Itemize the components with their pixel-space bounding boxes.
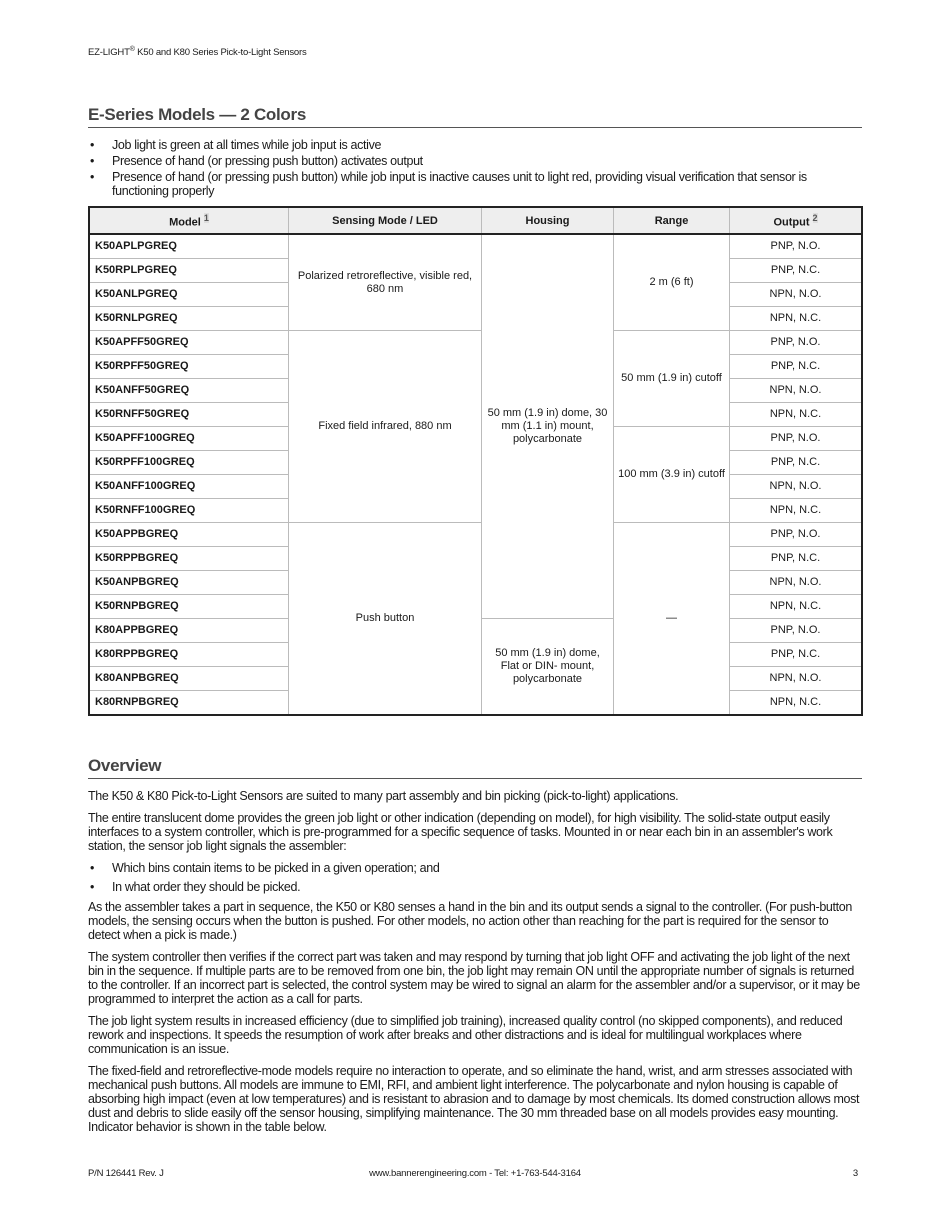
output-cell: NPN, N.C.	[730, 307, 863, 331]
sensing-cell: Fixed field infrared, 880 nm	[289, 331, 482, 523]
model-cell: K50RNPBGREQ	[89, 595, 289, 619]
sensing-cell: Polarized retroreflective, visible red, 680 nm	[289, 234, 482, 331]
output-cell: PNP, N.C.	[730, 547, 863, 571]
table-row	[89, 234, 862, 259]
footnote-ref[interactable]: 2	[812, 212, 818, 223]
paragraph: The entire translucent dome provides the green job light or other indication (depending on model), for high visibility. The solid-state output easily interfaces to a system controller, which is pre-programmed for a specific sequence of tasks. Mounted in or near each bin in an assembler's work station, the sensor job light signals the assembler:	[88, 811, 833, 853]
bullet: • Which bins contain items to be picked in a given operation; and	[112, 861, 862, 875]
range-cell: 100 mm (3.9 in) cutoff	[614, 427, 730, 523]
housing-cell: 50 mm (1.9 in) dome, 30 mm (1.1 in) mount, polycarbonate	[482, 234, 614, 619]
model-cell: K50RPLPGREQ	[89, 259, 289, 283]
model-cell: K50RPFF50GREQ	[89, 355, 289, 379]
table-header-row	[89, 207, 862, 234]
table-row	[89, 523, 862, 547]
bullet: • Job light is green at all times while job input is active	[112, 138, 857, 152]
col-sensing: Sensing Mode / LED	[289, 207, 482, 234]
model-cell: K80RNPBGREQ	[89, 691, 289, 716]
registered-mark: ®	[129, 46, 135, 53]
section-title-e-series: E-Series Models — 2 Colors	[88, 105, 862, 128]
bullet: • In what order they should be picked.	[112, 880, 862, 894]
output-cell: PNP, N.O.	[730, 619, 863, 643]
bullet: • Presence of hand (or pressing push button) activates output	[112, 154, 857, 168]
bullet: • Presence of hand (or pressing push button) while job input is inactive causes unit to light red, providing visual verification that sensor is functioning properly	[112, 170, 857, 198]
col-model: Model $^1$	[89, 207, 289, 234]
overview-bullets	[112, 861, 862, 894]
footnote-ref[interactable]: 1	[203, 212, 209, 223]
range-cell: —	[614, 523, 730, 716]
output-cell: NPN, N.C.	[730, 499, 863, 523]
footer-part-number: P/N 126441 Rev. J	[88, 1168, 164, 1179]
output-cell: PNP, N.O.	[730, 234, 863, 259]
output-cell: NPN, N.O.	[730, 475, 863, 499]
model-cell: K80ANPBGREQ	[89, 667, 289, 691]
output-cell: PNP, N.O.	[730, 427, 863, 451]
output-cell: NPN, N.O.	[730, 571, 863, 595]
model-cell: K50APFF100GREQ	[89, 427, 289, 451]
col-range: Range	[614, 207, 730, 234]
paragraph: The job light system results in increased efficiency (due to simplified job training), increased quality control (no skipped components), and reduced rework and inspections. It speeds the resumption of work after breaks and other distractions and is ideal for multilingual workplaces where communication is an issue.	[88, 1014, 843, 1056]
model-cell: K50APFF50GREQ	[89, 331, 289, 355]
model-cell: K50RNFF100GREQ	[89, 499, 289, 523]
housing-cell: 50 mm (1.9 in) dome, Flat or DIN- mount, polycarbonate	[482, 619, 614, 716]
output-cell: NPN, N.C.	[730, 691, 863, 716]
model-cell: K50RNFF50GREQ	[89, 403, 289, 427]
model-cell: K50ANFF50GREQ	[89, 379, 289, 403]
model-cell: K80APPBGREQ	[89, 619, 289, 643]
header-subtitle: K50 and K80 Series Pick-to-Light Sensors	[134, 47, 307, 59]
output-cell: NPN, N.O.	[730, 379, 863, 403]
paragraph: The K50 & K80 Pick-to-Light Sensors are suited to many part assembly and bin picking (pick-to-light) applications.	[88, 789, 679, 803]
model-cell: K50RPFF100GREQ	[89, 451, 289, 475]
model-cell: K50RNLPGREQ	[89, 307, 289, 331]
sensing-cell: Push button	[289, 523, 482, 716]
output-cell: PNP, N.C.	[730, 355, 863, 379]
model-cell: K50RPPBGREQ	[89, 547, 289, 571]
model-cell: K50ANLPGREQ	[89, 283, 289, 307]
output-cell: NPN, N.O.	[730, 283, 863, 307]
section-title-overview: Overview	[88, 756, 862, 779]
output-cell: PNP, N.O.	[730, 523, 863, 547]
output-cell: PNP, N.C.	[730, 451, 863, 475]
models-table	[88, 206, 863, 716]
output-cell: NPN, N.C.	[730, 403, 863, 427]
col-output: Output $^2$	[730, 207, 863, 234]
output-cell: PNP, N.C.	[730, 643, 863, 667]
output-cell: NPN, N.C.	[730, 595, 863, 619]
range-cell: 50 mm (1.9 in) cutoff	[614, 331, 730, 427]
model-cell: K50APLPGREQ	[89, 234, 289, 259]
output-cell: NPN, N.O.	[730, 667, 863, 691]
model-cell: K80RPPBGREQ	[89, 643, 289, 667]
overview-body	[88, 789, 862, 1142]
model-cell: K50ANFF100GREQ	[89, 475, 289, 499]
e-series-bullets	[112, 138, 857, 200]
footer-contact[interactable]: www.bannerengineering.com - Tel: +1-763-544-3164	[369, 1168, 581, 1179]
product-name: EZ-LIGHT	[88, 47, 130, 59]
paragraph: The fixed-field and retroreflective-mode models require no interaction to operate, and so eliminate the hand, wrist, and arm stresses associated with mechanical push buttons. All models are immune to EMI, RFI, and ambient light interference. The polycarbonate and nylon housing is capable of absorbing high impact (even at low temperatures) and is resistant to abrasion and to damage by most chemicals. Its domed construction allows most dust and debris to slide easily off the sensor housing, simplifying maintenance. The 30 mm threaded base on all models provides easy mounting. Indicator behavior is shown in the table below.	[88, 1064, 860, 1134]
table-row	[89, 331, 862, 355]
running-header	[88, 46, 307, 58]
output-cell: PNP, N.O.	[730, 331, 863, 355]
col-housing: Housing	[482, 207, 614, 234]
paragraph: As the assembler takes a part in sequence, the K50 or K80 senses a hand in the bin and its output sends a signal to the controller. (For push-button models, the sensing occurs when the button is pushed. For other models, no action other than reaching for the part is required for the sensor to detect when a pick is made.)	[88, 900, 852, 942]
range-cell: 2 m (6 ft)	[614, 234, 730, 331]
paragraph: The system controller then verifies if the correct part was taken and may respond by turning that job light OFF and activating the job light of the next bin in the sequence. If multiple parts are to be removed from one bin, the job light may remain ON until the appropriate number of signals is returned to the controller. If an incorrect part is selected, the control system may be wired to signal an alarm for the assembler and/or a supervisor, or it may be programmed to interpret the action as a call for parts.	[88, 950, 860, 1006]
model-cell: K50APPBGREQ	[89, 523, 289, 547]
page-number: 3	[852, 1168, 858, 1179]
model-cell: K50ANPBGREQ	[89, 571, 289, 595]
output-cell: PNP, N.C.	[730, 259, 863, 283]
